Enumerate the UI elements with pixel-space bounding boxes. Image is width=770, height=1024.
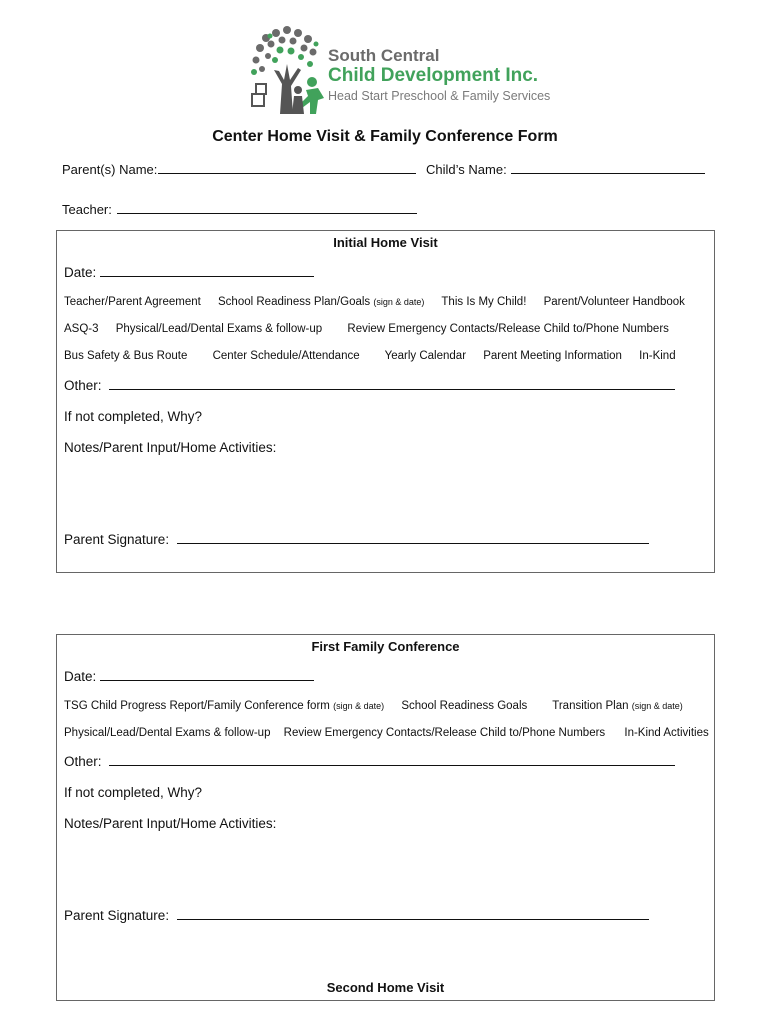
item-in-kind-activities[interactable]: In-Kind Activities (624, 727, 709, 739)
conference-date-blank[interactable] (100, 669, 314, 681)
item-school-readiness-plan-note: (sign & date) (373, 297, 425, 307)
item-asq-3[interactable]: ASQ-3 (64, 323, 99, 335)
item-tsg-progress-report-label: TSG Child Progress Report/Family Conference form (64, 700, 330, 712)
conference-signature-label: Parent Signature: (64, 908, 170, 923)
item-bus-safety[interactable]: Bus Safety & Bus Route (64, 350, 188, 362)
item-this-is-my-child[interactable]: This Is My Child! (441, 296, 527, 308)
conference-other-field[interactable] (64, 754, 675, 769)
childs-name-field[interactable] (426, 162, 705, 177)
initial-date-blank[interactable] (100, 265, 314, 277)
conference-not-completed: If not completed, Why? (64, 785, 203, 800)
item-conference-physical-exams[interactable]: Physical/Lead/Dental Exams & follow-up (64, 727, 271, 739)
initial-other-field[interactable] (64, 378, 675, 393)
initial-checklist-row-1 (64, 296, 699, 308)
item-center-schedule[interactable]: Center Schedule/Attendance (212, 350, 360, 362)
parents-name-blank[interactable] (158, 162, 416, 174)
tree-family-icon (246, 24, 328, 116)
initial-other-blank[interactable] (109, 378, 675, 390)
initial-home-visit-title: Initial Home Visit (333, 235, 438, 250)
item-school-readiness-plan[interactable] (218, 296, 424, 308)
childs-name-blank[interactable] (511, 162, 705, 174)
initial-signature-blank[interactable] (177, 532, 649, 544)
item-physical-exams[interactable]: Physical/Lead/Dental Exams & follow-up (115, 323, 323, 335)
first-family-conference-section (56, 634, 715, 1001)
item-tsg-progress-report[interactable] (64, 700, 384, 712)
item-parent-meeting-information[interactable]: Parent Meeting Information (483, 350, 622, 362)
initial-checklist-row-2 (64, 323, 683, 335)
form-title: Center Home Visit & Family Conference Form (212, 128, 558, 145)
teacher-blank[interactable] (117, 202, 417, 214)
item-school-readiness-plan-label: School Readiness Plan/Goals (218, 296, 371, 308)
item-school-readiness-goals[interactable]: School Readiness Goals (401, 700, 528, 712)
first-family-conference-title: First Family Conference (311, 639, 460, 654)
conference-signature-blank[interactable] (177, 908, 649, 920)
conference-date-label: Date: (64, 669, 97, 684)
teacher-field[interactable] (62, 202, 417, 217)
initial-other-label: Other: (64, 378, 102, 393)
childs-name-label: Child’s Name: (426, 162, 507, 177)
item-parent-volunteer-handbook[interactable]: Parent/Volunteer Handbook (543, 296, 685, 308)
initial-date-field[interactable] (64, 265, 314, 280)
initial-home-visit-section (56, 230, 715, 573)
parents-name-field[interactable] (62, 162, 416, 177)
conference-other-blank[interactable] (109, 754, 675, 766)
conference-checklist-row-1 (64, 700, 697, 712)
conference-checklist-row-2 (64, 727, 723, 739)
teacher-label: Teacher: (62, 202, 112, 217)
conference-date-field[interactable] (64, 669, 314, 684)
parents-name-label: Parent(s) Name: (62, 162, 158, 177)
initial-signature-field[interactable] (64, 532, 649, 547)
item-review-emergency-contacts[interactable]: Review Emergency Contacts/Release Child to/Phone Numbers (347, 323, 669, 335)
logo-line-2: Child Development Inc. (328, 65, 539, 86)
item-yearly-calendar[interactable]: Yearly Calendar (384, 350, 467, 362)
initial-date-label: Date: (64, 265, 97, 280)
logo-line-1: South Central (328, 46, 440, 65)
initial-signature-label: Parent Signature: (64, 532, 170, 547)
item-conference-emergency-contacts[interactable]: Review Emergency Contacts/Release Child to/Phone Numbers (283, 727, 606, 739)
initial-not-completed: If not completed, Why? (64, 409, 203, 424)
item-tsg-progress-report-note: (sign & date) (333, 701, 385, 711)
conference-signature-field[interactable] (64, 908, 649, 923)
item-transition-plan-note: (sign & date) (631, 701, 683, 711)
item-in-kind[interactable]: In-Kind (639, 350, 676, 362)
item-teacher-parent-agreement[interactable]: Teacher/Parent Agreement (64, 296, 201, 308)
item-transition-plan-label: Transition Plan (552, 700, 629, 712)
conference-notes-label: Notes/Parent Input/Home Activities: (64, 816, 277, 831)
item-transition-plan[interactable] (552, 700, 683, 712)
organization-logo (246, 24, 551, 116)
second-home-visit-title: Second Home Visit (326, 980, 445, 995)
initial-checklist-row-3 (64, 350, 690, 362)
initial-notes-label: Notes/Parent Input/Home Activities: (64, 440, 277, 455)
conference-other-label: Other: (64, 754, 102, 769)
logo-line-3: Head Start Preschool & Family Services (328, 89, 551, 103)
